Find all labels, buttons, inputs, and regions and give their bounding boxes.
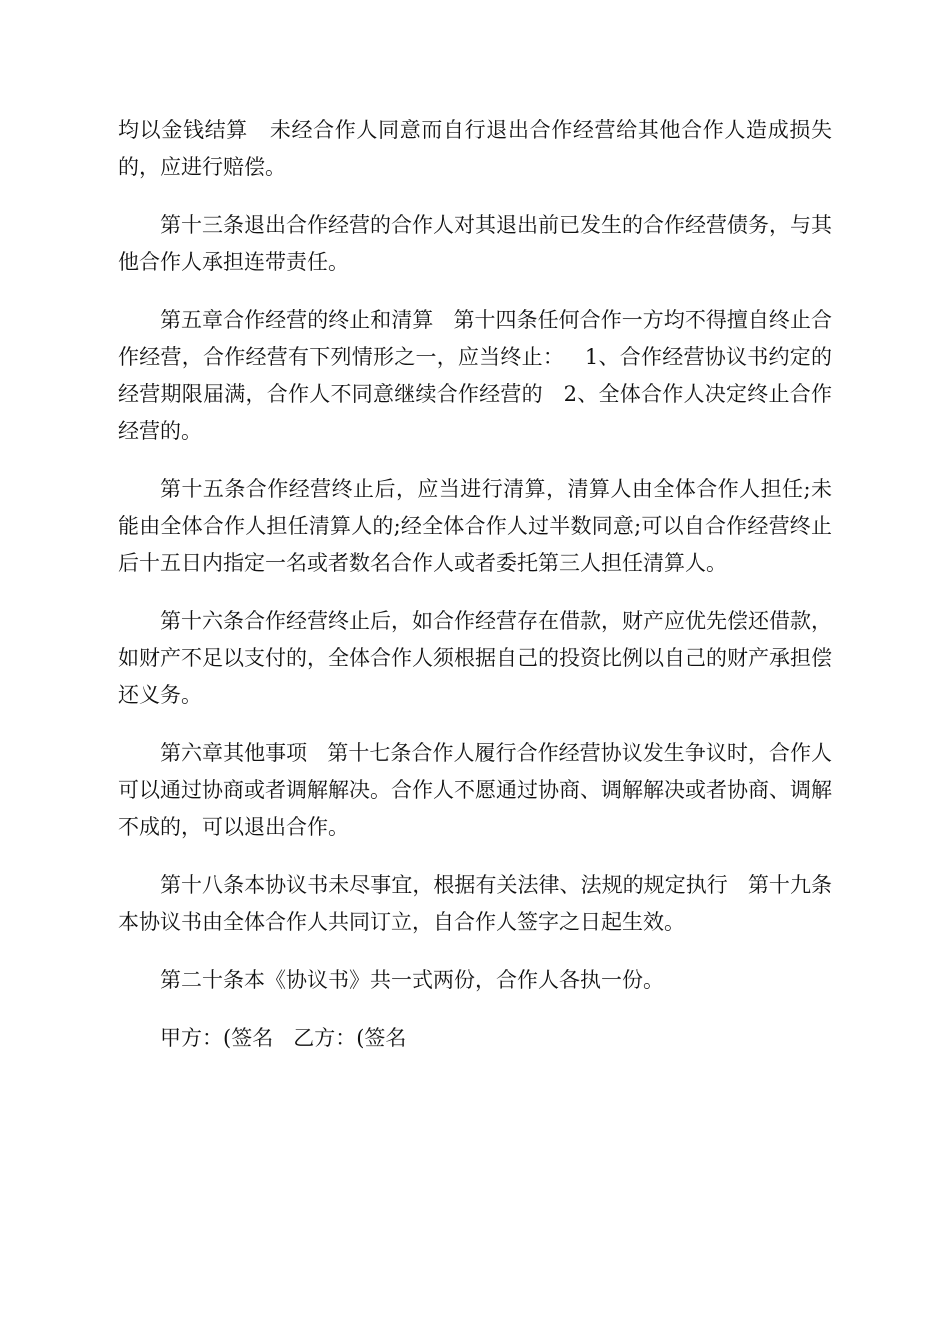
paragraph-article-20: 第二十条本《协议书》共一式两份，合作人各执一份。 xyxy=(160,968,664,992)
paragraph-article-13: 第十三条退出合作经营的合作人对其退出前已发生的合作经营债务，与其他合作人承担连带责任。 xyxy=(118,213,832,274)
paragraph-chapter-6-article-17: 第六章其他事项 第十七条合作人履行合作经营协议发生争议时，合作人可以通过协商或者调解解决。合作人不愿通过协商、调解解决或者协商、调解不成的，可以退出合作。 xyxy=(118,741,832,839)
paragraph-article-18-19: 第十八条本协议书未尽事宜，根据有关法律、法规的规定执行 第十九条本协议书由全体合作人共同订立，自合作人签字之日起生效。 xyxy=(118,873,832,934)
paragraph-article-15: 第十五条合作经营终止后，应当进行清算，清算人由全体合作人担任;未能由全体合作人担任清算人的;经全体合作人过半数同意;可以自合作经营终止后十五日内指定一名或者数名合作人或者委托第三人担任清算人。 xyxy=(118,477,832,575)
paragraph-compensation: 均以金钱结算 未经合作人同意而自行退出合作经营给其他合作人造成损失的，应进行赔偿。 xyxy=(118,118,832,179)
document-body xyxy=(118,112,832,1078)
paragraph-chapter-5-article-14: 第五章合作经营的终止和清算 第十四条任何合作一方均不得擅自终止合作经营，合作经营有下列情形之一，应当终止： 1、合作经营协议书约定的经营期限届满，合作人不同意继续合作经营的 2、全体合作人决定终止合作经营的。 xyxy=(118,308,832,443)
signature-line: 甲方：(签名 乙方：(签名 xyxy=(160,1026,407,1050)
paragraph-article-16: 第十六条合作经营终止后，如合作经营存在借款，财产应优先偿还借款，如财产不足以支付的，全体合作人须根据自己的投资比例以自己的财产承担偿还义务。 xyxy=(118,609,832,707)
